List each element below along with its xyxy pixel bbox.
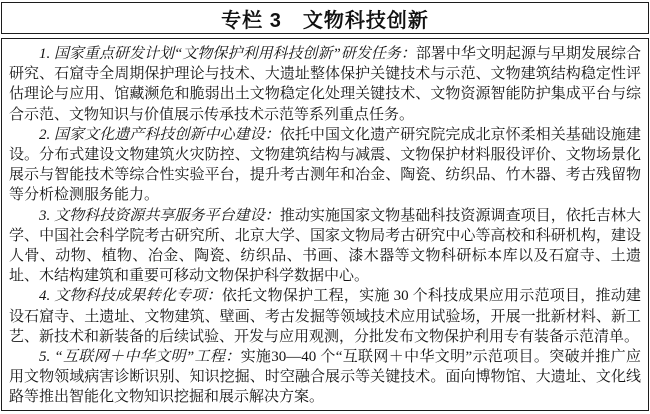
paragraph-item (9, 206, 641, 287)
paragraph-lead: 1. 国家重点研发计划“文物保护利用科技创新”研发任务： (39, 46, 416, 62)
paragraph-item (9, 347, 641, 408)
paragraph-item (9, 125, 641, 206)
paragraph-lead: 2. 国家文化遗产科技创新中心建设： (39, 126, 280, 143)
paragraph-lead: 4. 文物科技成果转化专项： (39, 288, 222, 305)
paragraph-text: 依托文物保护工程，实施 30 个科技成果应用示范项目，推动建设石窟寺、土遗址、文物建筑、壁画、考古发掘等领域技术应用试验场，开展一批新材料、新工艺、新技术和新装备的后续试验、开发与应用观测，分批发布文物保护利用专有装备示范清单。 (9, 288, 641, 345)
panel-title: 专栏 3 文物科技创新 (221, 9, 429, 32)
paragraph-text: 实施30—40 个“互联网＋中华文明”示范项目。突破并推广应用文物领域病害诊断识别、知识挖掘、时空融合展示等关键技术。面向博物馆、大遗址、文化线路等推出智能化文物知识挖掘和展示解决方案。 (9, 349, 641, 406)
paragraph-lead: 5. “互联网＋中华文明”工程： (39, 349, 241, 366)
paragraph-lead: 3. 文物科技资源共享服务平台建设： (39, 207, 280, 224)
panel-title-box (1, 2, 649, 34)
paragraph-text: 依托中国文化遗产研究院完成北京怀柔相关基础设施建设。分布式建设文物建筑火灾防控、文物建筑结构与减震、文物保护材料服役评价、文物场景化展示与智能技术等综合性实验平台，提升考古测年和冶金、陶瓷、纺织品、竹木器、考古残留物等分析检测服务能力。 (9, 126, 641, 204)
paragraph-text: 推动实施国家文物基础科技资源调查项目，依托吉林大学、中国社会科学院考古研究所、北京大学、国家文物局考古研究中心等高校和科研机构，建设人骨、动物、植物、冶金、陶瓷、纺织品、书画、漆木器等文物科研标本库以及石窟寺、土遗址、木结构建筑和重要可移动文物保护科学数据中心。 (9, 207, 641, 285)
panel-body-box (1, 38, 649, 411)
paragraph-text: 部署中华文明起源与早期发展综合研究、石窟寺全周期保护理论与技术、大遗址整体保护关键技术与示范、文物建筑结构稳定性评估理论与应用、馆藏濒危和脆弱出土文物稳定化处理关键技术、文物资源智能防护集成平台与综合示范、文物知识与价值展示传承技术示范等系列重点任务。 (9, 46, 641, 123)
paragraph-item (9, 44, 641, 125)
paragraph-item (9, 286, 641, 347)
